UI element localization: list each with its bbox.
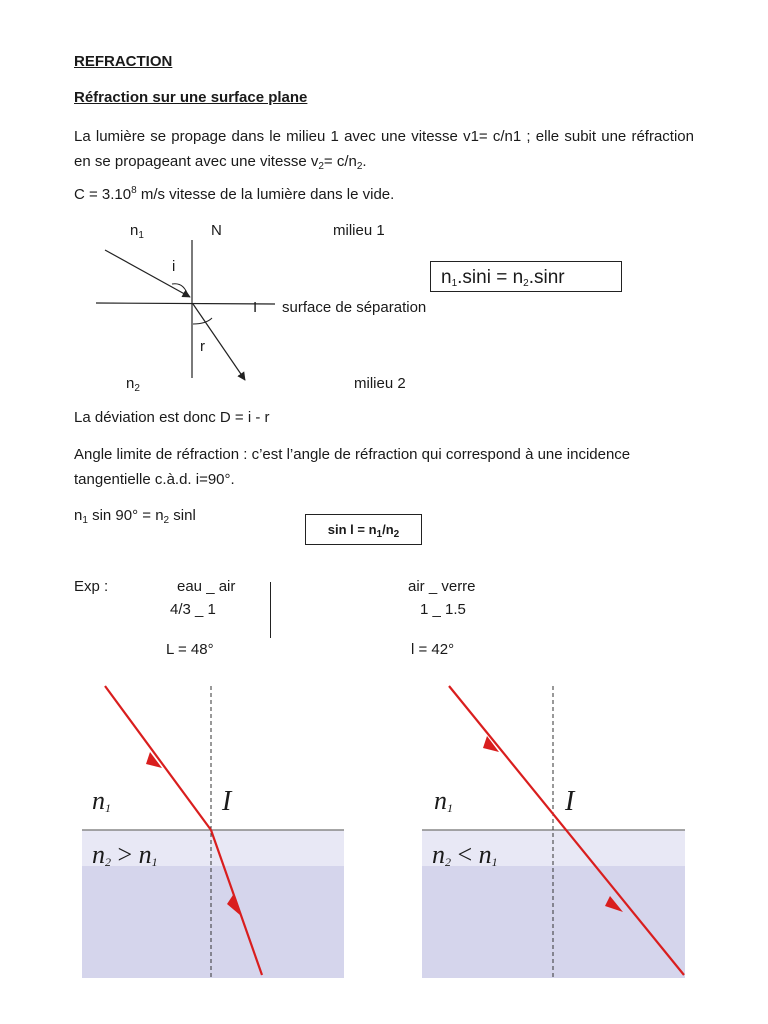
incident-ray	[105, 686, 211, 830]
intro-text: .	[362, 153, 367, 170]
intro-text: La lumière se propage dans le milieu 1 avec une vitesse v1= c/n1 ; elle subit une réfraction en se propageant avec une vitesse v	[74, 128, 694, 170]
deviation-line: La déviation est donc D = i - r	[74, 409, 270, 426]
limit-equation: $n_1$ $\sin 90^\circ = n_2$ sinl	[74, 507, 196, 526]
label-angle-i: i	[172, 258, 176, 275]
label-angle-r: r	[200, 338, 205, 355]
snell-law-box: $n_1.\sin i = n_2.\sin r$	[430, 261, 622, 292]
page-title: REFRACTION	[74, 53, 173, 70]
incident-ray	[105, 250, 190, 297]
light-speed-text: m/s vitesse de la lumière dans le vide.	[136, 186, 395, 203]
figure-left	[82, 686, 344, 978]
example-label: Exp :	[74, 578, 109, 595]
intro-text: = c/n	[323, 153, 357, 170]
example-divider	[270, 582, 271, 638]
fig-left-point: I	[222, 786, 232, 817]
example-left-header: eau _ air	[177, 578, 236, 595]
example-right-header: air _ verre	[408, 578, 476, 595]
label-medium-2: milieu 2	[354, 375, 406, 392]
fig-right-relation: $n_2 < n_1$	[432, 840, 498, 869]
label-normal: N	[211, 222, 222, 239]
example-right-result: l = 42°	[411, 641, 455, 658]
figure-right	[422, 686, 685, 978]
subscript: 2	[356, 161, 363, 172]
limit-formula-box: $\sin l = n_1/n_2$	[305, 514, 422, 545]
example-right-values: 1 _ 1.5	[420, 601, 466, 618]
fig-right-n1: $n_1$	[434, 786, 453, 815]
example-left-values: 4/3 _ 1	[170, 601, 216, 618]
fig-left-relation: $n_2 > n_1$	[92, 840, 158, 869]
surface-line	[96, 303, 275, 304]
superscript: 8	[131, 185, 137, 196]
label-n2: $n_2$	[126, 375, 140, 394]
section-title: Réfraction sur une surface plane	[74, 89, 308, 106]
label-point-i: I	[253, 299, 258, 316]
example-left-result: L = 48°	[166, 641, 214, 658]
limit-angle-line-2: tangentielle c.à.d. i=90°.	[74, 471, 235, 488]
light-speed-text: C = 3.10	[74, 186, 132, 203]
label-medium-1: milieu 1	[333, 222, 385, 239]
fig-left-n1: $n_1$	[92, 786, 111, 815]
label-surface: surface de séparation	[282, 299, 427, 316]
subscript: 2	[318, 161, 324, 172]
limit-angle-line-1: Angle limite de réfraction : c’est l’angle de réfraction qui correspond à une incidence	[74, 446, 631, 463]
fig-right-point: I	[565, 786, 575, 817]
label-n1: $n_1$	[130, 222, 144, 241]
